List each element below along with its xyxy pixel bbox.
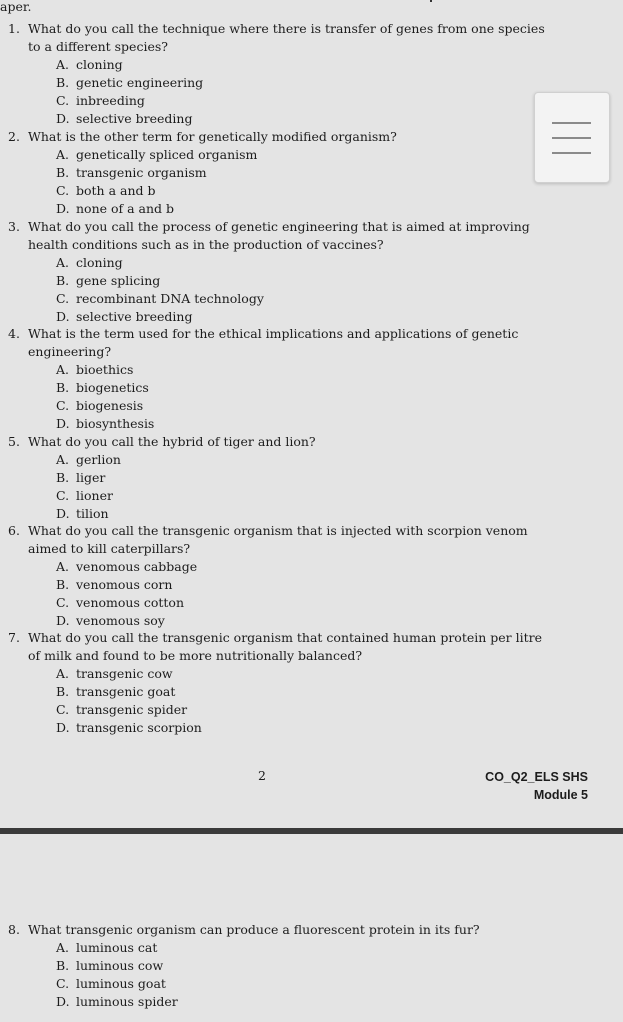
choice-a: A. cloning [56,255,123,270]
choice-b: B. transgenic organism [56,165,207,180]
choice-d: D. transgenic scorpion [56,720,202,735]
choice-b: B. liger [56,470,106,485]
question-1 [8,20,548,128]
choice-a: A. venomous cabbage [56,559,198,574]
choice-b: B. luminous cow [56,958,164,973]
choice-a: A. bioethics [56,362,134,377]
footer-module-code [478,768,588,804]
question-6 [8,522,548,630]
choice-b: B. biogenetics [56,380,149,395]
document-page-2 [0,834,623,1022]
choice-d: D. biosynthesis [56,416,155,431]
choice-b: B. genetic engineering [56,75,204,90]
choice-d: D. selective breeding [56,309,193,324]
question-number: 8. [8,922,20,937]
choice-c: C. biogenesis [56,398,144,413]
question-4 [8,325,548,433]
question-7 [8,629,548,737]
choice-b: B. venomous corn [56,577,173,592]
question-text: What do you call the transgenic organism that contained human protein per litre of milk and found to be more nutritionally balanced? [28,630,543,663]
choice-b: B. gene splicing [56,273,161,288]
question-text: What is the other term for genetically modified organism? [28,129,397,144]
question-text: What do you call the technique where there is transfer of genes from one species to a different species? [28,21,545,54]
choice-c: C. recombinant DNA technology [56,291,264,306]
footer-page-number: 2 [258,768,266,783]
menu-button[interactable] [534,92,610,183]
choice-c: C. lioner [56,488,113,503]
choice-d: D. none of a and b [56,201,175,216]
footer-code-line: CO_Q2_ELS SHS [485,770,588,784]
choice-d: D. venomous soy [56,613,165,628]
choice-d: D. luminous spider [56,994,178,1009]
question-text: What do you call the hybrid of tiger and lion? [28,434,316,449]
question-number: 6. [8,523,20,538]
choice-a: A. genetically spliced organism [56,147,258,162]
choice-c: C. both a and b [56,183,156,198]
choice-d: D. tilion [56,506,109,521]
choice-a: A. transgenic cow [56,666,173,681]
footer-module-line: Module 5 [533,788,588,802]
hamburger-menu-icon [552,122,591,124]
hamburger-menu-icon [552,137,591,139]
question-text: What do you call the transgenic organism that is injected with scorpion venom aimed to kill caterpillars? [28,523,528,556]
question-2 [8,128,548,218]
top-text-fragment: aper. [0,0,32,14]
choice-c: C. venomous cotton [56,595,185,610]
hamburger-menu-icon [552,152,591,154]
question-text: What transgenic organism can produce a fluorescent protein in its fur? [28,922,480,937]
question-number: 2. [8,129,20,144]
question-number: 7. [8,630,20,645]
page-mark [430,0,432,2]
choice-c: C. transgenic spider [56,702,188,717]
choice-a: A. luminous cat [56,940,158,955]
question-3 [8,218,548,326]
choice-c: C. inbreeding [56,93,145,108]
choice-c: C. luminous goat [56,976,166,991]
choice-a: A. cloning [56,57,123,72]
question-5 [8,433,548,523]
question-text: What is the term used for the ethical implications and applications of genetic engineering? [28,326,519,359]
question-number: 1. [8,21,20,36]
question-8 [8,921,548,1011]
question-text: What do you call the process of genetic engineering that is aimed at improving health conditions such as in the production of vaccines? [28,219,530,252]
question-number: 5. [8,434,20,449]
question-number: 3. [8,219,20,234]
question-number: 4. [8,326,20,341]
choice-a: A. gerlion [56,452,121,467]
choice-b: B. transgenic goat [56,684,176,699]
choice-d: D. selective breeding [56,111,193,126]
